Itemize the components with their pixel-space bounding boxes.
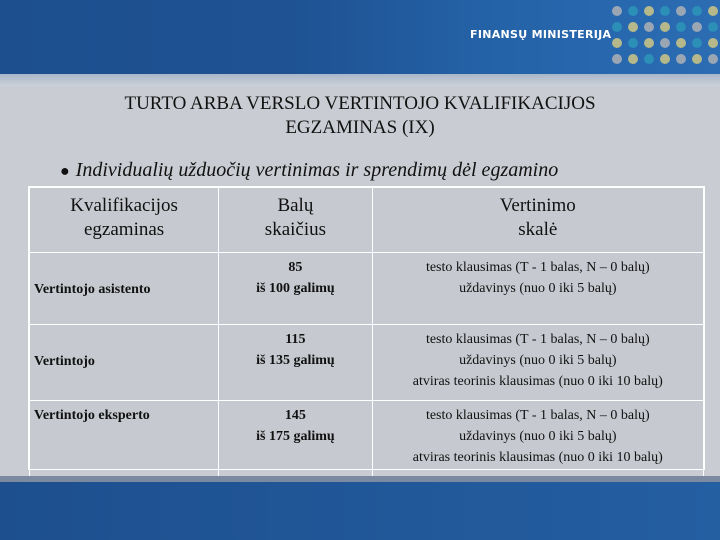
points-total: iš 135 galimų [256,353,335,368]
dot [612,54,622,64]
dot [644,22,654,32]
row-name: Vertintojo eksperto [30,401,219,477]
dot [676,6,686,16]
table-row [30,253,704,325]
dot [708,38,718,48]
scale-line: testo klausimas (T - 1 balas, N – 0 balų) [425,408,650,423]
dot-pattern-logo [610,2,720,74]
footer-bar [0,482,720,540]
slide-title-line2: EGZAMINAS (IX) [285,117,435,138]
dot [628,38,638,48]
header-points-line1: Balų [277,195,314,216]
dot [676,54,686,64]
header-scale-line1: Vertinimo [499,195,576,216]
scale-line: atviras teorinis klausimas (nuo 0 iki 10 balų) [412,450,663,465]
header-bar [0,0,720,74]
dot [660,54,670,64]
points-total: iš 175 galimų [256,429,335,444]
scale-line: uždavinys (nuo 0 iki 5 balų) [459,353,617,368]
dot [660,22,670,32]
header-points [219,188,372,253]
slide-title [0,92,720,140]
points-value: 85 [288,260,303,275]
dot [692,54,702,64]
dot [708,54,718,64]
row-scale [372,401,703,477]
table-header-row [30,188,704,253]
header-exam-line1: Kvalifikacijos [70,195,178,216]
row-points [219,325,372,401]
row-scale [372,325,703,401]
dot [708,6,718,16]
header-scale-line2: skalė [518,219,558,240]
row-name: Vertintojo asistento [30,253,219,325]
dot [644,54,654,64]
points-value: 145 [284,408,306,423]
dot [692,6,702,16]
exam-table [28,186,705,470]
scale-line: testo klausimas (T - 1 balas, N – 0 balų) [425,332,650,347]
scale-line: testo klausimas (T - 1 balas, N – 0 balų) [425,260,650,275]
bullet-dot-icon: ● [60,163,70,180]
table-row [30,401,704,477]
dot [612,6,622,16]
slide-title-line1: TURTO ARBA VERSLO VERTINTOJO KVALIFIKACIJOS [124,93,596,114]
bullet-point [60,156,680,184]
dot [660,6,670,16]
dot [612,22,622,32]
dot [692,22,702,32]
header-exam [30,188,219,253]
dot [628,54,638,64]
row-points [219,253,372,325]
dot [660,38,670,48]
header-exam-line2: egzaminas [84,219,165,240]
dot [708,22,718,32]
scale-line: uždavinys (nuo 0 iki 5 balų) [459,429,617,444]
dot [676,38,686,48]
scale-line: atviras teorinis klausimas (nuo 0 iki 10 balų) [412,374,663,389]
header-scale [372,188,703,253]
header-shadow-band [0,74,720,86]
row-scale [372,253,703,325]
dot [628,22,638,32]
row-points [219,401,372,477]
scale-line: uždavinys (nuo 0 iki 5 balų) [459,281,617,296]
dot [644,38,654,48]
dot [644,6,654,16]
points-value: 115 [285,332,306,347]
dot [612,38,622,48]
points-total: iš 100 galimų [256,281,335,296]
dot [628,6,638,16]
header-points-line2: skaičius [264,219,327,240]
table-row [30,325,704,401]
dot [676,22,686,32]
brand-name: FINANSŲ MINISTERIJA [470,28,612,41]
dot [692,38,702,48]
row-name: Vertintojo [30,325,219,401]
bullet-text: Individualių užduočių vertinimas ir sprendimų dėl egzamino [75,159,559,181]
